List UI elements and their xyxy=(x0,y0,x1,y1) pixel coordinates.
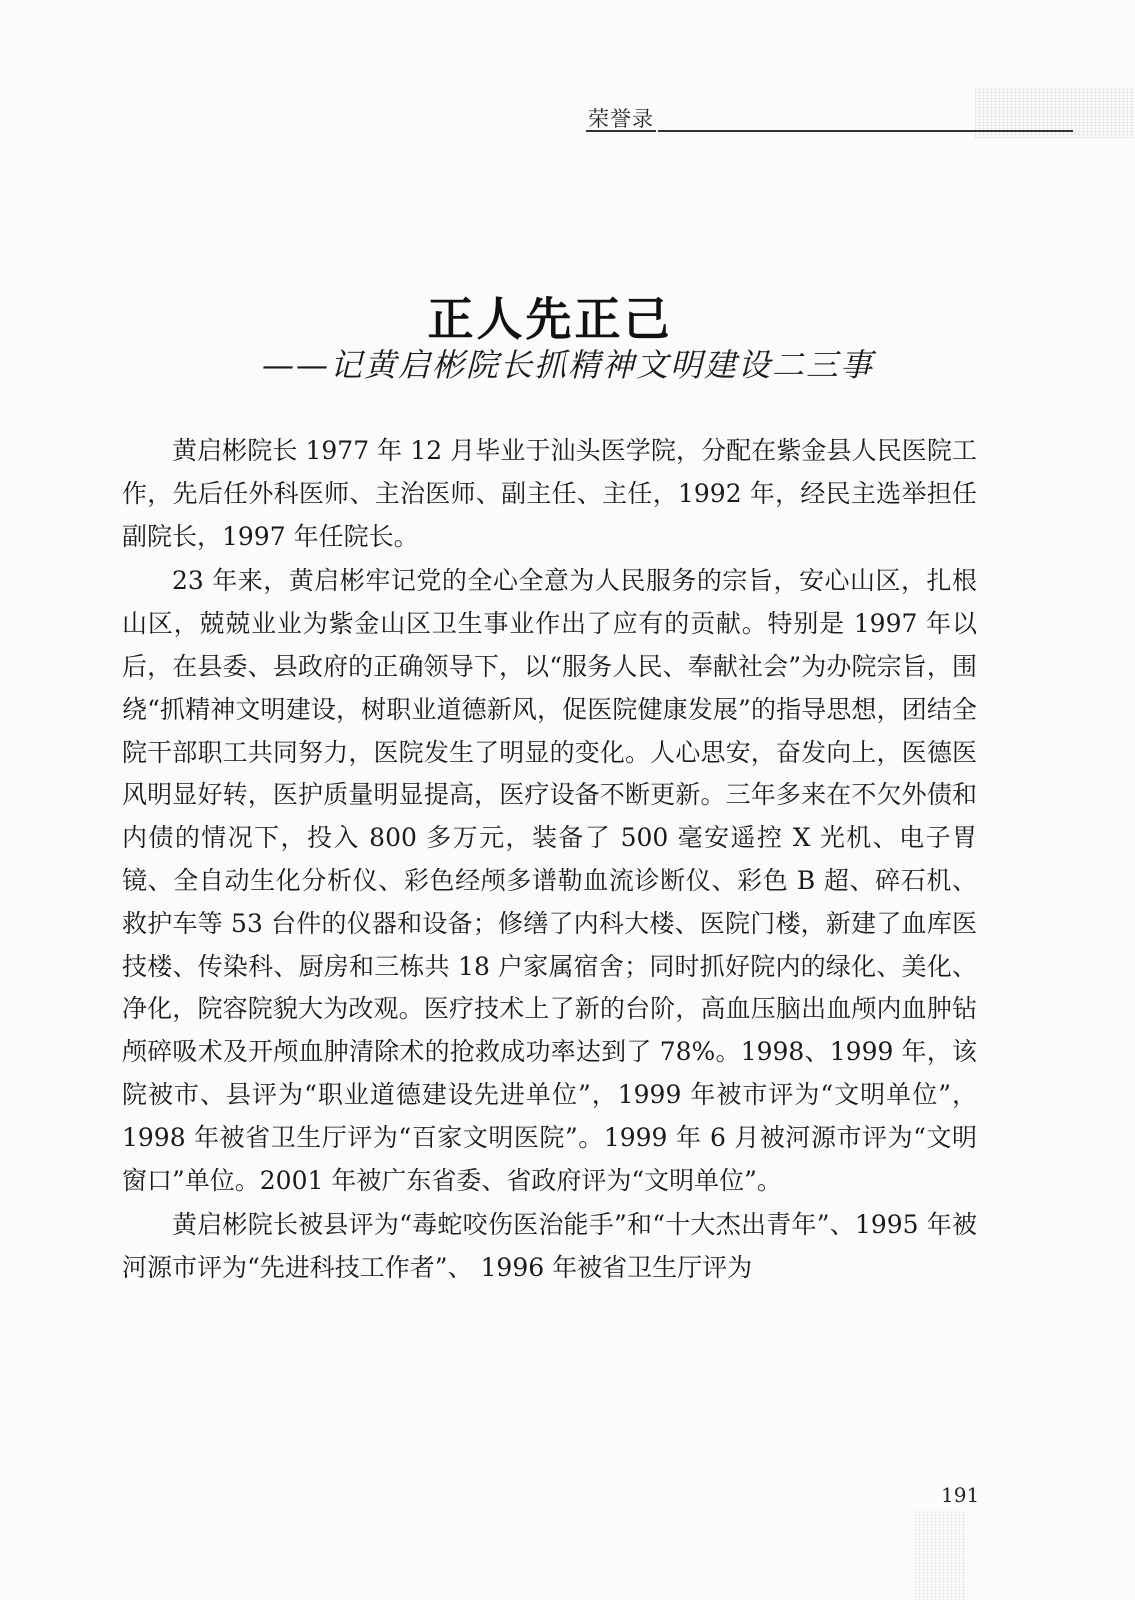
page-number: 191 xyxy=(941,1483,980,1507)
paragraph: 23 年来，黄启彬牢记党的全心全意为人民服务的宗旨，安心山区，扎根山区，兢兢业业为紫金山区卫生事业作出了应有的贡献。特别是 1997 年以后，在县委、县政府的正确领导下，以“服务人民、奉献社会”为办院宗旨，围绕“抓精神文明建设，树职业道德新风，促医院健康发展”的指导思想，团结全院干部职工共同努力，医院发生了明显的变化。人心思安，奋发向上，医德医风明显好转，医护质量明显提高，医疗设备不断更新。三年多来在不欠外债和内债的情况下，投入 800 多万元，装备了 500 毫安遥控 X 光机、电子胃镜、全自动生化分析仪、彩色经颅多谱勒血流诊断仪、彩色 B 超、碎石机、救护车等 53 台件的仪器和设备；修缮了内科大楼、医院门楼，新建了血库医技楼、传染科、厨房和三栋共 18 户家属宿舍；同时抓好院内的绿化、美化、净化，院容院貌大为改观。医疗技术上了新的台阶，高血压脑出血颅内血肿钻颅碎吸术及开颅血肿清除术的抢救成功率达到了 78%。1998、1999 年，该院被市、县评为“职业道德建设先进单位”，1999 年被市评为“文明单位”，1998 年被省卫生厅评为“百家文明医院”。1999 年 6 月被河源市评为“文明窗口”单位。2001 年被广东省委、省政府评为“文明单位”。 xyxy=(122,566,977,1195)
article-title: 正人先正己 xyxy=(427,292,673,346)
article-subtitle: ——记黄启彬院长抓精神文明建设二三事 xyxy=(262,346,875,384)
header-rule xyxy=(658,130,1073,132)
paragraph: 黄启彬院长被县评为“毒蛇咬伤医治能手”和“十大杰出青年”、1995 年被河源市评为“先进科技工作者”、 1996 年被省卫生厅评为 xyxy=(122,1210,977,1283)
paragraph: 黄启彬院长 1977 年 12 月毕业于汕头医学院，分配在紫金县人民医院工作，先后任外科医师、主治医师、副主任、主任，1992 年，经民主选举担任副院长，1997 年任院长。 xyxy=(122,436,977,551)
running-head: 荣誉录 xyxy=(588,107,654,131)
page-header xyxy=(588,103,1088,133)
article-body xyxy=(122,430,977,1290)
scan-edge-artifact xyxy=(915,1510,965,1600)
running-head-underline xyxy=(586,130,656,132)
